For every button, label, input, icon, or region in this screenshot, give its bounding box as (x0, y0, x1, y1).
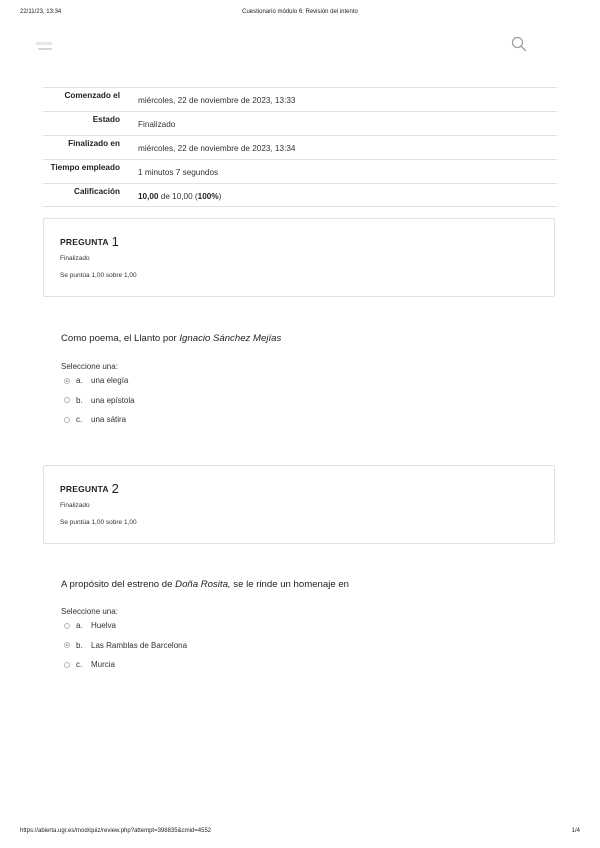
question-text-part: se le rinde un homenaje en (230, 579, 350, 590)
summary-value: 1 minutos 7 segundos (138, 168, 219, 177)
answer-text: Huelva (91, 621, 116, 631)
question-title (60, 233, 119, 248)
radio-unselected[interactable] (64, 397, 70, 403)
answer-option[interactable] (64, 391, 135, 411)
answer-letter: c. (76, 660, 83, 670)
radio-unselected[interactable] (64, 662, 70, 668)
answer-letter: b. (76, 395, 83, 405)
question-text-italic: Doña Rosita, (175, 579, 231, 590)
summary-label: Estado (92, 115, 120, 124)
print-title: Cuestionario módulo 6: Revisión del intento (242, 9, 358, 15)
print-url: https://abierta.ugr.es/mod/quiz/review.php?attempt=398835&cmid=4552 (20, 828, 212, 834)
question-label: PREGUNTA (60, 484, 109, 494)
question-label: PREGUNTA (60, 237, 109, 247)
radio-selected[interactable] (64, 642, 70, 648)
grade-close: ) (218, 192, 222, 201)
summary-value: miércoles, 22 de noviembre de 2023, 13:34 (138, 144, 296, 153)
summary-value: miércoles, 22 de noviembre de 2023, 13:33 (138, 96, 296, 105)
answer-prompt: Seleccione una: (61, 362, 118, 371)
summary-row-time (43, 159, 557, 183)
answer-text: una epístola (91, 395, 135, 405)
question-state: Finalizado (60, 502, 90, 509)
grade-value: 10,00 (138, 192, 159, 201)
answer-letter: c. (76, 415, 83, 425)
answer-prompt: Seleccione una: (61, 607, 118, 616)
question-state: Finalizado (60, 255, 90, 262)
question-title (60, 480, 119, 495)
logo[interactable] (34, 40, 56, 52)
print-footer (20, 828, 580, 838)
summary-value: Finalizado (138, 120, 176, 129)
question-grade: Se puntúa 1,00 sobre 1,00 (60, 272, 137, 279)
print-header (20, 9, 580, 19)
answer-list-1 (64, 371, 135, 430)
attempt-summary-table (43, 87, 557, 207)
search-icon[interactable] (511, 36, 527, 52)
radio-unselected[interactable] (64, 417, 70, 423)
answer-text: Murcia (91, 660, 116, 670)
question-grade: Se puntúa 1,00 sobre 1,00 (60, 519, 137, 526)
question-info-2 (43, 465, 555, 544)
grade-of: de 10,00 ( (160, 192, 198, 201)
question-number: 2 (111, 481, 120, 496)
radio-unselected[interactable] (64, 623, 70, 629)
print-date: 22/11/23, 13:34 (20, 9, 62, 15)
print-page-number: 1/4 (571, 828, 580, 834)
summary-row-state (43, 111, 557, 135)
radio-selected[interactable] (64, 378, 70, 384)
question-text-italic: Ignacio Sánchez Mejías (179, 333, 282, 344)
answer-option[interactable] (64, 616, 187, 636)
answer-option[interactable] (64, 636, 187, 656)
summary-value (120, 184, 557, 206)
question-number: 1 (111, 234, 120, 249)
summary-row-grade (43, 183, 557, 207)
answer-text: una sátira (91, 415, 127, 425)
answer-letter: b. (76, 640, 83, 650)
summary-row-started (43, 87, 557, 111)
answer-option[interactable] (64, 371, 135, 391)
summary-label: Finalizado en (68, 139, 120, 148)
answer-letter: a. (76, 376, 83, 386)
answer-letter: a. (76, 621, 83, 631)
summary-row-finished (43, 135, 557, 159)
answer-option[interactable] (64, 410, 135, 430)
answer-option[interactable] (64, 655, 187, 675)
question-text-part: A propósito del estreno de (61, 579, 176, 590)
question-text-part: Como poema, el Llanto por (61, 333, 180, 344)
answer-text: una elegía (91, 376, 129, 386)
summary-label: Calificación (74, 187, 120, 196)
answer-text: Las Ramblas de Barcelona (91, 640, 188, 650)
question-info-1 (43, 218, 555, 297)
question-text-1 (61, 333, 281, 344)
summary-label: Comenzado el (64, 91, 120, 100)
grade-percent: 100% (197, 192, 219, 201)
question-text-2 (61, 579, 349, 590)
summary-label: Tiempo empleado (50, 163, 120, 172)
answer-list-2 (64, 616, 187, 675)
